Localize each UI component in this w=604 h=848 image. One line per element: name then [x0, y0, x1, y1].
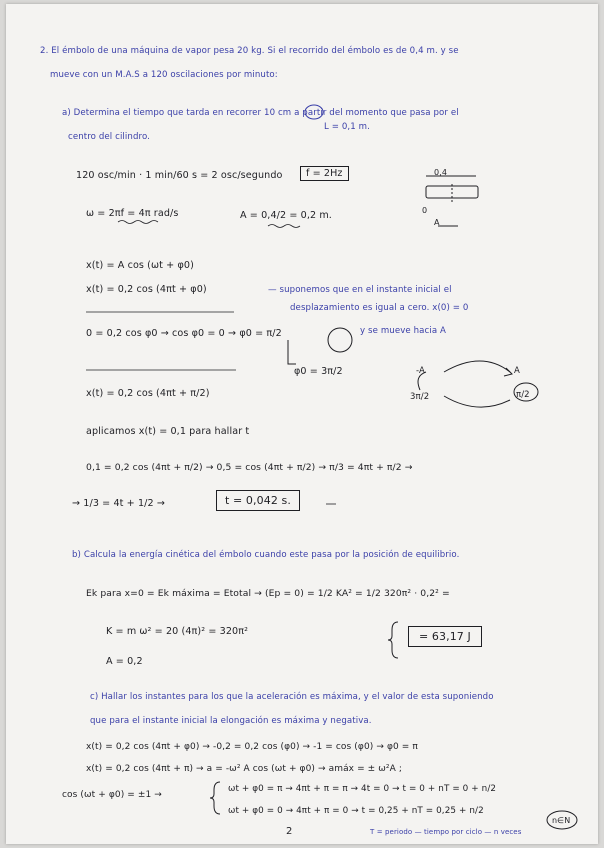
frequency-result-box: f = 2Hz	[300, 166, 349, 181]
natural-number-badge: n∈N	[552, 816, 571, 825]
assumption-line-1: — suponemos que en el instante inicial el	[268, 285, 452, 295]
circle-right-angle: π/2	[516, 390, 530, 400]
part-c-question-line-1: c) Hallar los instantes para los que la aceleración es máxima, y el valor de esta suponiendo	[90, 692, 494, 702]
period-footnote: T = periodo — tiempo por ciclo — n veces	[370, 828, 522, 836]
amplitude-calc: A = 0,4/2 = 0,2 m.	[240, 210, 332, 221]
part-c-case-2: ωt + φ0 = 0 → 4πt + π = 0 → t = 0,25 + nT = 0,25 + n/2	[228, 806, 484, 816]
diagram-stroke-label: 0,4	[434, 168, 448, 177]
amplitude-value: A = 0,2	[106, 656, 143, 667]
cylinder-diagram	[426, 176, 478, 226]
part-c-line-3-prefix: cos (ωt + φ0) = ±1 →	[62, 790, 162, 800]
part-b-question: b) Calcula la energía cinética del émbolo cuando este pasa por la posición de equilibrio.	[72, 550, 460, 560]
kinetic-energy-eq: Ek para x=0 = Ek máxima = Etotal → (Ep = 0) = 1/2 KA² = 1/2 320π² · 0,2² =	[86, 588, 450, 599]
frequency-conversion: 120 osc/min · 1 min/60 s = 2 osc/segundo	[76, 170, 283, 181]
angular-frequency: ω = 2πf = 4π rad/s	[86, 208, 179, 219]
general-motion-eq: x(t) = A cos (ωt + φ0)	[86, 260, 194, 271]
circle-left-angle: 3π/2	[410, 392, 430, 402]
alternate-phase: φ0 = 3π/2	[294, 366, 343, 377]
time-result-box: t = 0,042 s.	[216, 490, 300, 511]
final-motion-eq: x(t) = 0,2 cos (4πt + π/2)	[86, 388, 210, 399]
initial-phase-eq: 0 = 0,2 cos φ0 → cos φ0 = 0 → φ0 = π/2	[86, 328, 282, 339]
assumption-line-2: desplazamiento es igual a cero. x(0) = 0	[290, 303, 469, 313]
part-c-line-1: x(t) = 0,2 cos (4πt + φ0) → -0,2 = 0,2 cos (φ0) → -1 = cos (φ0) → φ0 = π	[86, 742, 418, 752]
diagram-origin-label: 0	[422, 206, 428, 215]
problem-statement-line-1: 2. El émbolo de una máquina de vapor pesa 20 kg. Si el recorrido del émbolo es de 0,4 m. y se	[40, 46, 459, 56]
circle-right-label: A	[514, 366, 520, 376]
part-a-question-line-1: a) Determina el tiempo que tarda en recorrer 10 cm a partir del momento que pasa por el	[62, 108, 459, 118]
spring-constant-eq: K = m ω² = 20 (4π)² = 320π²	[106, 626, 249, 637]
notebook-page	[6, 4, 598, 844]
part-c-case-1: ωt + φ0 = π → 4πt + π = π → 4t = 0 → t = 0 + nT = 0 + n/2	[228, 784, 497, 794]
solve-step-1: 0,1 = 0,2 cos (4πt + π/2) → 0,5 = cos (4πt + π/2) → π/3 = 4πt + π/2 →	[86, 462, 413, 473]
handwritten-marks	[6, 4, 598, 844]
diagram-amplitude-label: A	[434, 218, 440, 227]
substituted-motion-eq: x(t) = 0,2 cos (4πt + φ0)	[86, 284, 207, 295]
direction-note: y se mueve hacia A	[360, 326, 447, 336]
part-c-question-line-2: que para el instante inicial la elongación es máxima y negativa.	[90, 716, 372, 726]
problem-statement-line-2: mueve con un M.A.S a 120 oscilaciones por minuto:	[50, 70, 278, 80]
circle-left-label: -A	[416, 366, 425, 376]
page-number: 2	[286, 826, 293, 837]
solve-step-2: → 1/3 = 4t + 1/2 →	[72, 498, 165, 509]
phase-circle-diagram	[418, 361, 538, 407]
apply-condition: aplicamos x(t) = 0,1 para hallar t	[86, 426, 250, 437]
energy-result-box: = 63,17 J	[408, 626, 482, 647]
part-a-question-line-2: centro del cilindro.	[68, 132, 150, 142]
part-c-line-2: x(t) = 0,2 cos (4πt + π) → a = -ω² A cos (ωt + φ0) → amáx = ± ω²A ;	[86, 764, 402, 774]
part-a-length-note: L = 0,1 m.	[324, 122, 370, 132]
